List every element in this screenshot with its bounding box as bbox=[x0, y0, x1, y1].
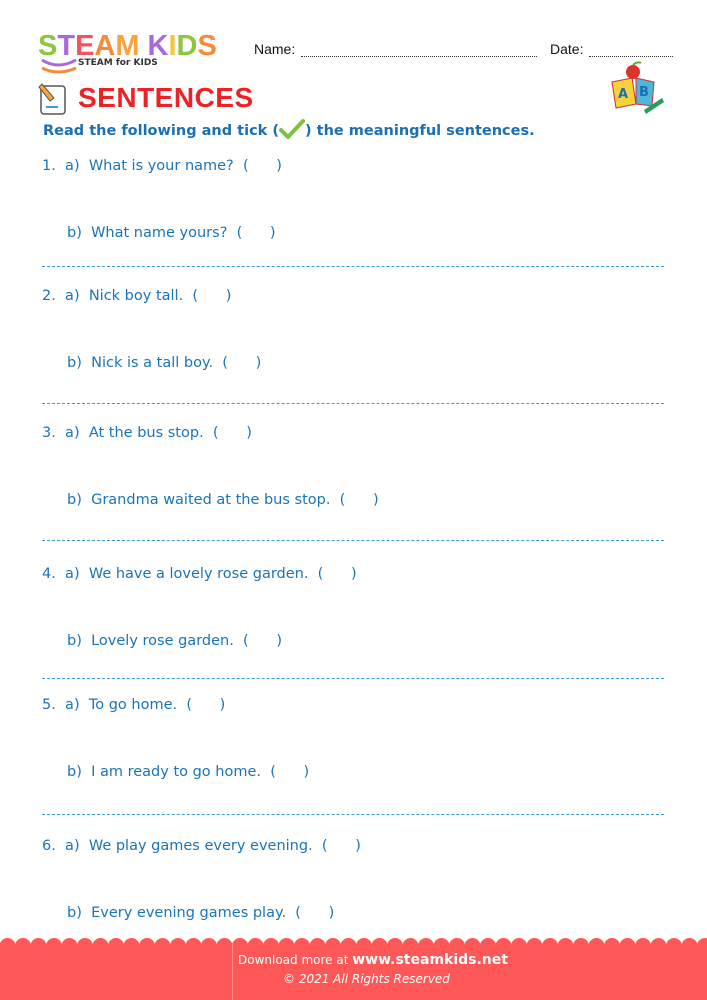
footer-divider bbox=[232, 944, 233, 1000]
question-4-b[interactable]: b) Lovely rose garden. ( ) bbox=[67, 633, 283, 649]
date-label: Date: bbox=[550, 41, 584, 57]
question-divider bbox=[42, 814, 664, 815]
website-link[interactable]: www.steamkids.net bbox=[352, 952, 508, 968]
question-6-a[interactable]: 6. a) We play games every evening. ( ) bbox=[42, 838, 361, 854]
question-divider bbox=[42, 540, 664, 541]
question-number: 2. bbox=[42, 288, 56, 304]
question-1-b[interactable]: b) What name yours? ( ) bbox=[67, 225, 276, 241]
checkmark-icon bbox=[279, 119, 305, 139]
name-field[interactable] bbox=[254, 41, 537, 57]
footer-copyright: © 2021 All Rights Reserved bbox=[283, 972, 450, 986]
date-field[interactable] bbox=[550, 41, 673, 57]
svg-text:A: A bbox=[618, 87, 629, 102]
logo-subtitle: STEAM for KIDS bbox=[78, 58, 158, 68]
question-number: 1. bbox=[42, 158, 56, 174]
question-number: 3. bbox=[42, 425, 56, 441]
sentence-text: Nick boy tall. ( ) bbox=[88, 288, 232, 304]
sentence-text: Nick is a tall boy. ( ) bbox=[91, 355, 262, 371]
question-3-b[interactable]: b) Grandma waited at the bus stop. ( ) bbox=[67, 492, 379, 508]
question-5-a[interactable]: 5. a) To go home. ( ) bbox=[42, 697, 226, 713]
svg-text:B: B bbox=[639, 85, 649, 100]
question-3-a[interactable]: 3. a) At the bus stop. ( ) bbox=[42, 425, 252, 441]
abc-book-icon bbox=[606, 60, 664, 116]
sentence-text: We play games every evening. ( ) bbox=[88, 838, 361, 854]
sentence-text: We have a lovely rose garden. ( ) bbox=[88, 566, 357, 582]
question-number: 4. bbox=[42, 566, 56, 582]
logo-swoosh-icon bbox=[40, 56, 80, 76]
sentence-text: Grandma waited at the bus stop. ( ) bbox=[91, 492, 379, 508]
page-title: SENTENCES bbox=[78, 82, 254, 113]
download-text: Download more at bbox=[238, 953, 349, 967]
steam-kids-logo: STEAM KIDS bbox=[38, 30, 217, 62]
question-6-b[interactable]: b) Every evening games play. ( ) bbox=[67, 905, 335, 921]
sentence-text: Every evening games play. ( ) bbox=[91, 905, 335, 921]
question-divider bbox=[42, 403, 664, 404]
worksheet-pencil-icon bbox=[38, 82, 70, 116]
instruction-after: ) the meaningful sentences. bbox=[305, 123, 535, 139]
instruction-text bbox=[43, 119, 535, 139]
sentence-text: I am ready to go home. ( ) bbox=[91, 764, 310, 780]
sentence-text: What name yours? ( ) bbox=[91, 225, 276, 241]
footer-download bbox=[238, 952, 508, 968]
name-label: Name: bbox=[254, 41, 296, 57]
question-2-a[interactable]: 2. a) Nick boy tall. ( ) bbox=[42, 288, 232, 304]
question-4-a[interactable]: 4. a) We have a lovely rose garden. ( ) bbox=[42, 566, 357, 582]
question-divider bbox=[42, 266, 664, 267]
sentence-text: What is your name? ( ) bbox=[88, 158, 282, 174]
sentence-text: To go home. ( ) bbox=[88, 697, 226, 713]
question-2-b[interactable]: b) Nick is a tall boy. ( ) bbox=[67, 355, 262, 371]
question-number: 5. bbox=[42, 697, 56, 713]
sentence-text: At the bus stop. ( ) bbox=[88, 425, 252, 441]
question-5-b[interactable]: b) I am ready to go home. ( ) bbox=[67, 764, 310, 780]
sentence-text: Lovely rose garden. ( ) bbox=[91, 633, 283, 649]
question-number: 6. bbox=[42, 838, 56, 854]
instruction-before: Read the following and tick ( bbox=[43, 123, 279, 139]
question-1-a[interactable]: 1. a) What is your name? ( ) bbox=[42, 158, 282, 174]
question-divider bbox=[42, 678, 664, 679]
